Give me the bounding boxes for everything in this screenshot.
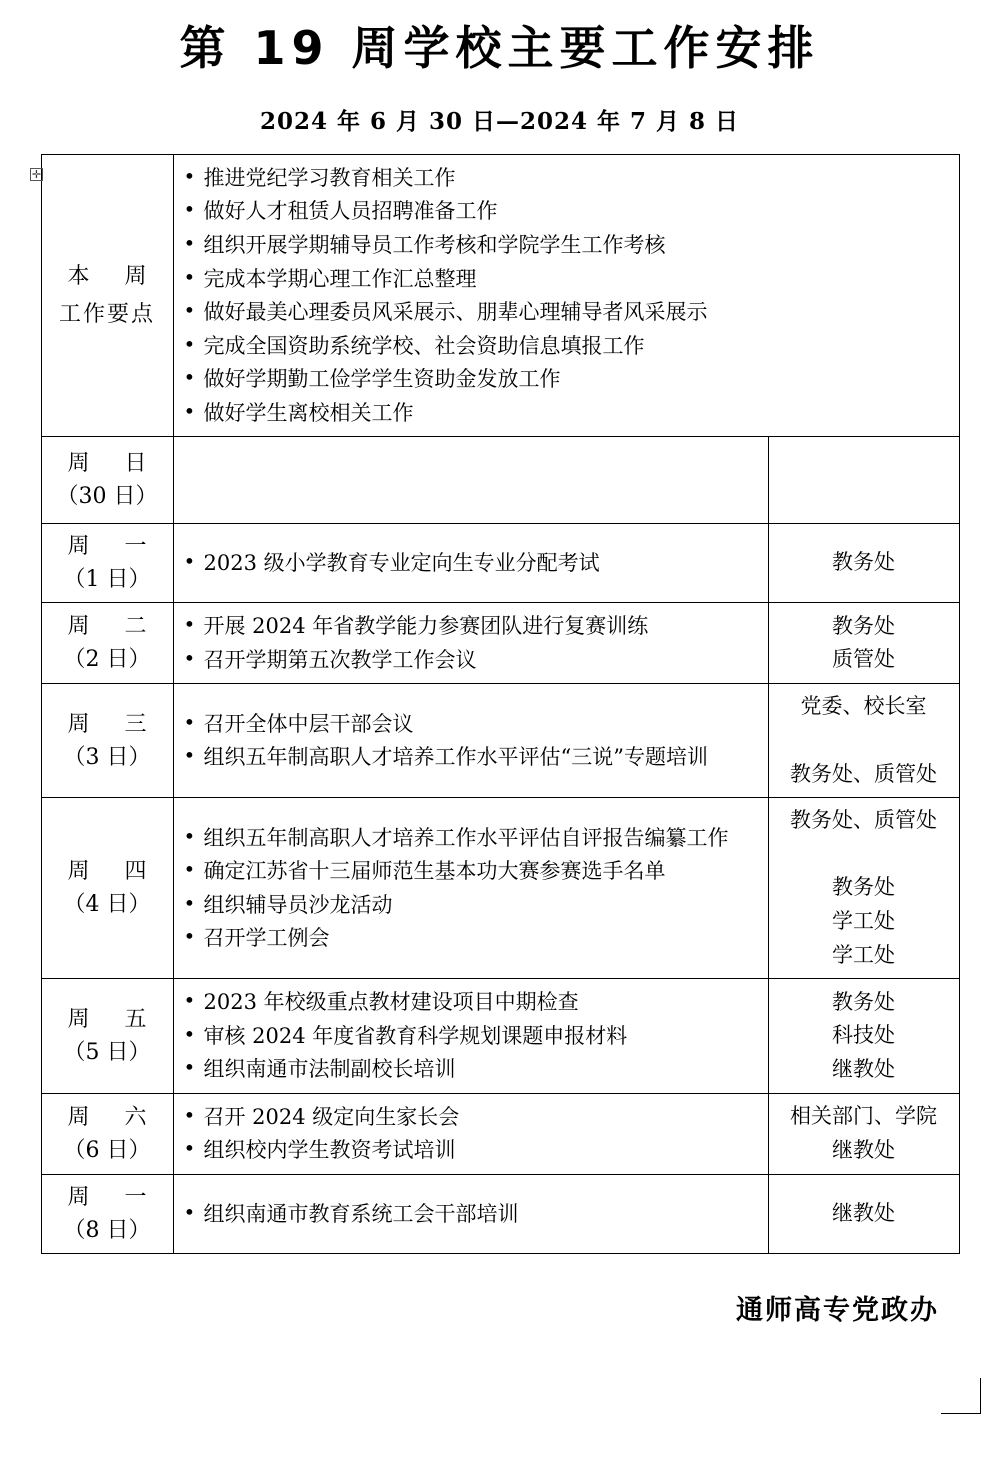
day-label-cell xyxy=(41,524,173,603)
dept-label: 继教处 xyxy=(832,1201,895,1226)
dept-label: 教务处 xyxy=(832,550,895,575)
table-row-day xyxy=(41,437,959,524)
list-item: • 开展 2024 年省教学能力参赛团队进行复赛训练 xyxy=(178,610,764,643)
schedule-table-wrap xyxy=(41,154,959,1254)
day-dept-cell xyxy=(768,437,959,524)
day-items-cell xyxy=(173,1174,768,1253)
day-label-line1: 周 三 xyxy=(67,711,161,737)
day-label-line2: （2 日） xyxy=(63,647,151,673)
dept-label: 教务处、质管处 xyxy=(790,761,937,786)
weekly-label-line1: 本 周 xyxy=(67,264,161,290)
day-label-cell xyxy=(41,1174,173,1253)
table-row-day xyxy=(41,524,959,603)
day-label-line1: 周 六 xyxy=(67,1104,161,1130)
list-item: • 2023 年校级重点教材建设项目中期检查 xyxy=(178,986,764,1019)
day-dept-cell xyxy=(768,684,959,798)
table-row-day xyxy=(41,1093,959,1174)
day-items-list xyxy=(178,1198,764,1231)
day-items-cell xyxy=(173,979,768,1094)
day-items-cell xyxy=(173,798,768,979)
day-label-cell xyxy=(41,603,173,684)
day-label-line2: （4 日） xyxy=(63,892,151,918)
list-item: • 组织南通市法制副校长培训 xyxy=(178,1053,764,1086)
day-label-line2: （30 日） xyxy=(56,484,158,510)
day-items-list xyxy=(178,986,764,1086)
list-item: • 完成本学期心理工作汇总整理 xyxy=(178,263,955,296)
day-label-line1: 周 一 xyxy=(67,1184,161,1210)
day-dept-cell xyxy=(768,1174,959,1253)
list-item: • 召开全体中层干部会议 xyxy=(178,708,764,741)
list-item: • 做好最美心理委员风采展示、朋辈心理辅导者风采展示 xyxy=(178,296,955,329)
day-label-line1: 周 五 xyxy=(67,1006,161,1032)
day-label-cell xyxy=(41,979,173,1094)
list-item: • 召开学工例会 xyxy=(178,922,764,955)
day-label-line1: 周 二 xyxy=(67,614,161,640)
document-footer: 通师高专党政办 xyxy=(736,1294,939,1326)
weekly-items-list xyxy=(178,162,955,429)
list-item: • 召开学期第五次教学工作会议 xyxy=(178,644,764,677)
list-item: • 做好学期勤工俭学学生资助金发放工作 xyxy=(178,363,955,396)
dept-label: 科技处 xyxy=(832,1023,895,1048)
dept-label: 学工处 xyxy=(832,942,895,967)
list-item: • 审核 2024 年度省教育科学规划课题申报材料 xyxy=(178,1020,764,1053)
day-dept-cell xyxy=(768,603,959,684)
dept-label: 教务处 xyxy=(832,989,895,1014)
dept-label: 继教处 xyxy=(832,1056,895,1081)
day-items-list xyxy=(178,547,764,580)
move-table-icon[interactable]: ✛ xyxy=(31,168,42,181)
page-title: 第 19 周学校主要工作安排 xyxy=(179,21,820,75)
day-label-line1: 周 一 xyxy=(67,534,161,560)
day-dept-cell xyxy=(768,1093,959,1174)
table-row-day xyxy=(41,979,959,1094)
day-label-cell xyxy=(41,798,173,979)
schedule-table xyxy=(41,154,960,1254)
day-items-cell xyxy=(173,1093,768,1174)
weekly-label-line2: 工作要点 xyxy=(58,301,155,327)
list-item: • 确定江苏省十三届师范生基本功大赛参赛选手名单 xyxy=(178,855,764,888)
day-items-cell xyxy=(173,603,768,684)
dept-label: 相关部门、学院 xyxy=(790,1104,937,1129)
day-dept-cell xyxy=(768,979,959,1094)
list-item: • 完成全国资助系统学校、社会资助信息填报工作 xyxy=(178,330,955,363)
day-items-cell xyxy=(173,437,768,524)
day-label-cell xyxy=(41,1093,173,1174)
list-item: • 做好人才租赁人员招聘准备工作 xyxy=(178,195,955,228)
day-items-list xyxy=(178,610,764,676)
table-row-day xyxy=(41,1174,959,1253)
dept-label: 教务处 xyxy=(832,875,895,900)
day-label-line2: （5 日） xyxy=(63,1039,151,1065)
day-items-cell xyxy=(173,684,768,798)
date-range: 2024 年 6 月 30 日—2024 年 7 月 8 日 xyxy=(259,107,740,135)
dept-label: 质管处 xyxy=(832,647,895,672)
dept-spacer xyxy=(773,724,955,758)
day-dept-cell xyxy=(768,524,959,603)
dept-label: 继教处 xyxy=(832,1137,895,1162)
dept-label: 教务处、质管处 xyxy=(790,808,937,833)
day-dept-cell xyxy=(768,798,959,979)
table-row-day xyxy=(41,603,959,684)
table-row-day xyxy=(41,798,959,979)
day-label-line1: 周 四 xyxy=(67,859,161,885)
dept-label: 学工处 xyxy=(832,908,895,933)
day-label-cell xyxy=(41,684,173,798)
list-item: • 组织辅导员沙龙活动 xyxy=(178,889,764,922)
list-item: • 组织开展学期辅导员工作考核和学院学生工作考核 xyxy=(178,229,955,262)
dept-label: 教务处 xyxy=(832,613,895,638)
list-item: • 2023 级小学教育专业定向生专业分配考试 xyxy=(178,547,764,580)
dept-label: 党委、校长室 xyxy=(800,694,927,719)
table-row-weekly xyxy=(41,154,959,436)
document-page xyxy=(0,22,999,1484)
day-label-cell xyxy=(41,437,173,524)
list-item: • 组织五年制高职人才培养工作水平评估“三说”专题培训 xyxy=(178,741,764,774)
list-item: • 组织校内学生教资考试培训 xyxy=(178,1134,764,1167)
page-corner-mark xyxy=(941,1413,981,1414)
dept-spacer xyxy=(773,838,955,872)
weekly-items-cell xyxy=(173,154,959,436)
day-label-line2: （6 日） xyxy=(63,1137,151,1163)
page-corner-mark-vertical xyxy=(980,1378,981,1414)
day-label-line2: （8 日） xyxy=(63,1217,151,1243)
list-item: • 召开 2024 级定向生家长会 xyxy=(178,1101,764,1134)
table-row-day xyxy=(41,684,959,798)
day-items-cell xyxy=(173,524,768,603)
weekly-label-cell xyxy=(41,154,173,436)
day-items-list xyxy=(178,822,764,955)
list-item: • 推进党纪学习教育相关工作 xyxy=(178,162,955,195)
list-item: • 组织南通市教育系统工会干部培训 xyxy=(178,1198,764,1231)
day-label-line2: （1 日） xyxy=(63,567,151,593)
day-label-line2: （3 日） xyxy=(63,744,151,770)
day-label-line1: 周 日 xyxy=(67,451,161,477)
day-items-list xyxy=(178,1101,764,1167)
list-item: • 组织五年制高职人才培养工作水平评估自评报告编纂工作 xyxy=(178,822,764,855)
list-item: • 做好学生离校相关工作 xyxy=(178,397,955,430)
day-items-list xyxy=(178,708,764,774)
